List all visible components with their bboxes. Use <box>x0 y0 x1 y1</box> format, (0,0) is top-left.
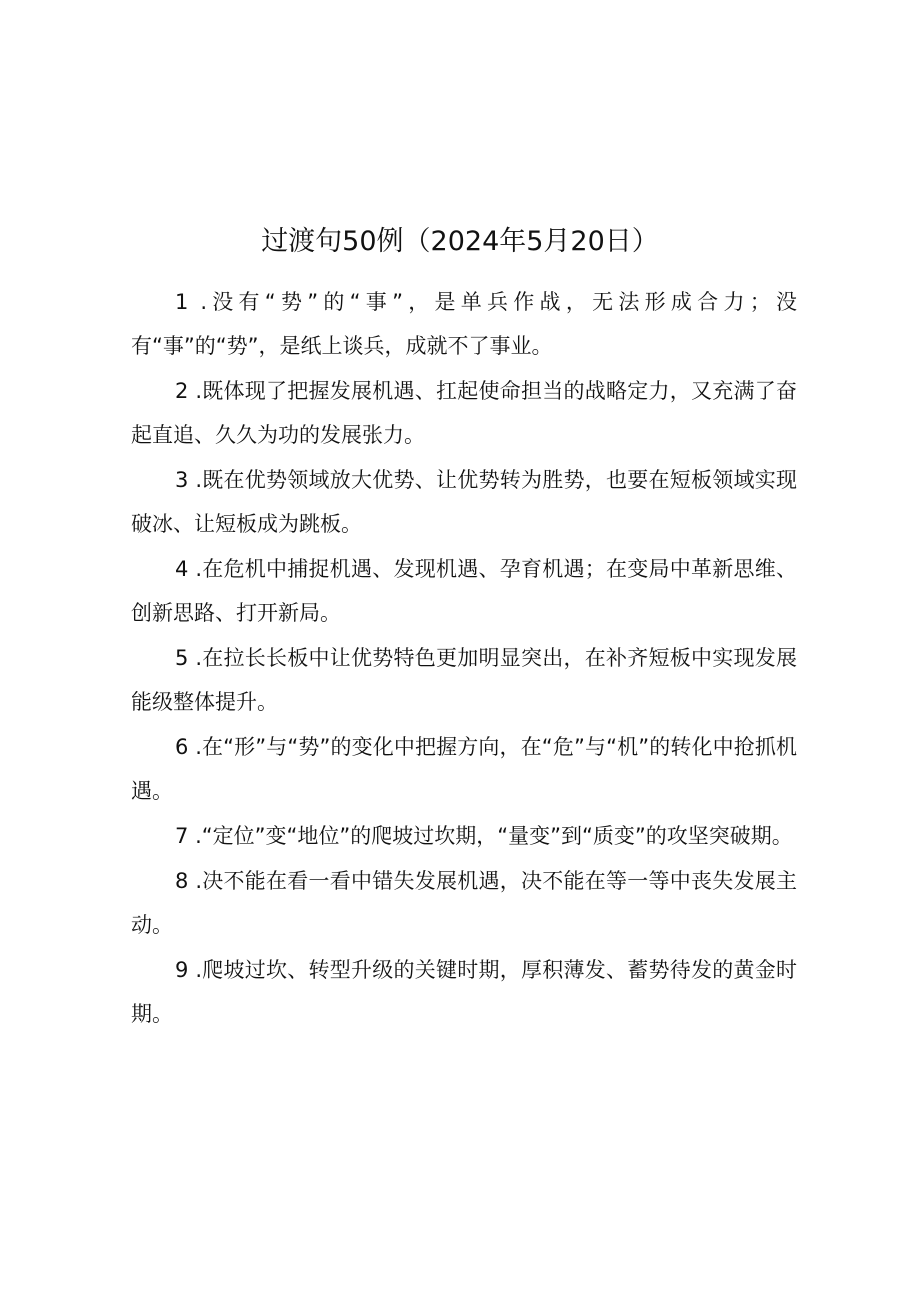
item-number: 8 <box>175 869 189 893</box>
item-number: 1 <box>175 290 189 314</box>
list-item <box>131 547 797 635</box>
list-item <box>131 636 797 724</box>
list-item <box>131 725 797 813</box>
item-text: .“定位”变“地位”的爬坡过坎期，“量变”到“质变”的攻坚突破期。 <box>195 824 793 848</box>
item-text: .在危机中捕捉机遇、发现机遇、孕育机遇；在变局中革新思维、创新思路、打开新局。 <box>131 557 797 625</box>
item-text: .没有“势”的“事”，是单兵作战，无法形成合力；没有“事”的“势”，是纸上谈兵，成就不了事业。 <box>131 290 797 358</box>
item-text: .既在优势领域放大优势、让优势转为胜势，也要在短板领域实现破冰、让短板成为跳板。 <box>131 468 797 536</box>
list-item <box>131 369 797 457</box>
item-text: .爬坡过坎、转型升级的关键时期，厚积薄发、蓄势待发的黄金时期。 <box>131 958 797 1026</box>
document-title: 过渡句50例（2024年5月20日） <box>261 226 659 257</box>
item-number: 2 <box>175 379 189 403</box>
item-text: .在“形”与“势”的变化中把握方向，在“危”与“机”的转化中抢抓机遇。 <box>131 735 797 803</box>
item-number: 3 <box>175 468 189 492</box>
item-number: 6 <box>175 735 189 759</box>
item-number: 5 <box>175 646 189 670</box>
list-item <box>131 948 797 1036</box>
list-item <box>131 859 797 947</box>
item-number: 9 <box>175 958 189 982</box>
list-item <box>131 458 797 546</box>
item-number: 7 <box>175 824 189 848</box>
list-item <box>131 280 797 368</box>
list-item <box>131 814 797 858</box>
item-number: 4 <box>175 557 189 581</box>
item-text: .在拉长长板中让优势特色更加明显突出，在补齐短板中实现发展能级整体提升。 <box>131 646 797 714</box>
item-text: .决不能在看一看中错失发展机遇，决不能在等一等中丧失发展主动。 <box>131 869 797 937</box>
item-text: .既体现了把握发展机遇、扛起使命担当的战略定力，又充满了奋起直追、久久为功的发展张力。 <box>131 379 797 447</box>
sentence-list <box>131 280 797 1037</box>
